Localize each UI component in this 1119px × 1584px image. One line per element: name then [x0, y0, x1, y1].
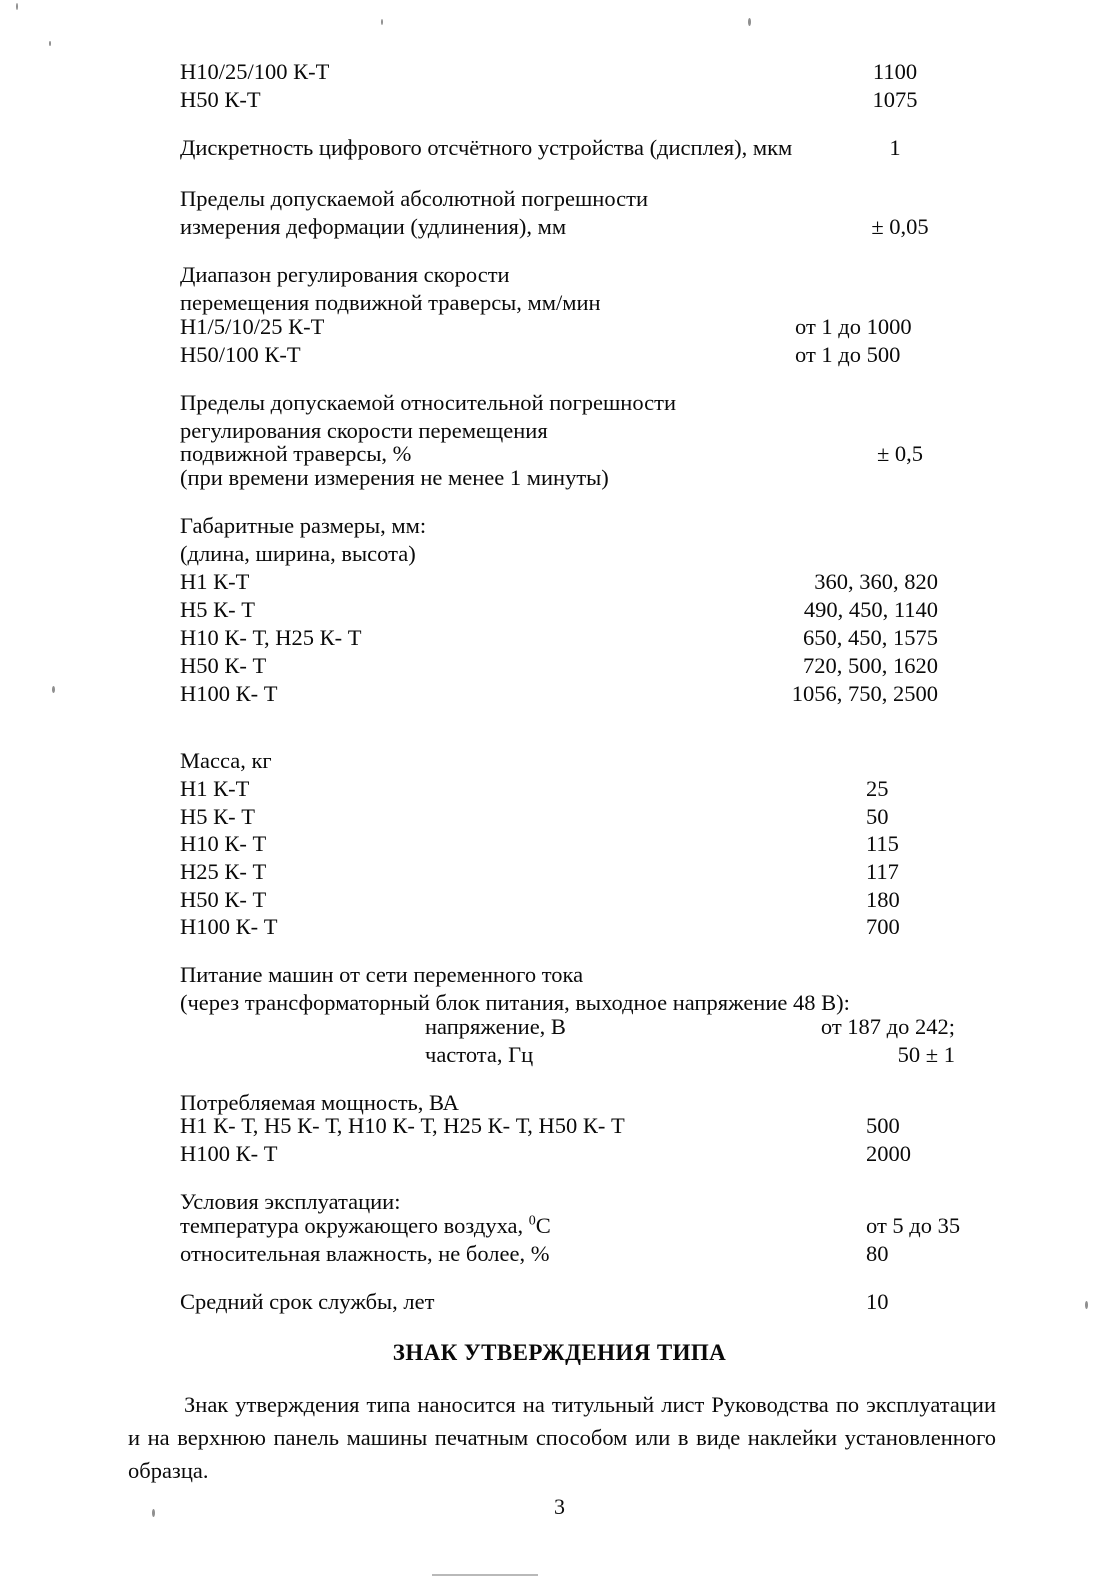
spec-row	[0, 775, 1119, 803]
spec-value: 700	[866, 914, 900, 939]
spec-row	[0, 803, 1119, 831]
spec-value: ± 0,5	[876, 441, 924, 466]
spec-label: Н10 К- Т, Н25 К- Т	[180, 625, 362, 650]
spec-value: 117	[866, 859, 899, 884]
spec-label: Н5 К- Т	[180, 804, 255, 829]
scan-speck	[16, 3, 18, 10]
spec-label: Пределы допускаемой абсолютной погрешности	[180, 186, 648, 211]
spec-row	[0, 830, 1119, 858]
spec-value: 360, 360, 820	[814, 569, 938, 594]
spec-label: Условия эксплуатации:	[180, 1189, 401, 1214]
spec-row	[0, 86, 1119, 114]
spec-label: регулирования скорости перемещения	[180, 418, 548, 443]
spec-value: от 1 до 500	[795, 342, 901, 367]
spec-row	[0, 1041, 1119, 1069]
spec-value: 490, 450, 1140	[803, 597, 938, 622]
spec-label: Н50 К- Т	[180, 887, 267, 912]
spec-label: Н10/25/100 К-Т	[180, 59, 330, 84]
spec-value: 115	[866, 831, 899, 856]
spec-row	[0, 680, 1119, 708]
spec-label: Н5 К- Т	[180, 597, 255, 622]
spec-label: (через трансформаторный блок питания, выходное напряжение 48 В):	[180, 990, 850, 1015]
spec-row	[0, 913, 1119, 941]
spec-value: 180	[866, 887, 900, 912]
spec-value: 1056, 750, 2500	[791, 681, 938, 706]
spec-row	[0, 596, 1119, 624]
spec-label: измерения деформации (удлинения), мм	[180, 214, 567, 239]
spec-label: Н10 К- Т	[180, 831, 267, 856]
spec-row	[0, 261, 1119, 289]
spec-value: от 5 до 35	[866, 1213, 961, 1238]
spec-row	[0, 58, 1119, 86]
spec-label: подвижной траверсы, %	[180, 441, 412, 466]
spec-row	[0, 1212, 1119, 1240]
spec-label: Н1/5/10/25 К-Т	[180, 314, 325, 339]
spec-label: Диапазон регулирования скорости	[180, 262, 510, 287]
scan-edge-line	[432, 1574, 538, 1576]
spec-row	[0, 464, 1119, 492]
spec-label: Н50/100 К-Т	[180, 342, 301, 367]
spec-label: Габаритные размеры, мм:	[180, 513, 427, 538]
spec-row	[0, 185, 1119, 213]
spec-row	[0, 886, 1119, 914]
spec-label: Н100 К- Т	[180, 681, 278, 706]
spec-row	[0, 1013, 1119, 1041]
spec-label: Н100 К- Т	[180, 914, 278, 939]
scan-speck	[49, 41, 51, 46]
spec-label: Н100 К- Т	[180, 1141, 278, 1166]
spec-row	[0, 624, 1119, 652]
spec-row	[0, 858, 1119, 886]
spec-value: 500	[866, 1113, 900, 1138]
spec-label: Н1 К- Т, Н5 К- Т, Н10 К- Т, Н25 К- Т, Н50 К- Т	[180, 1113, 625, 1138]
spec-label: перемещения подвижной траверсы, мм/мин	[180, 290, 601, 315]
degree-superscript: 0	[528, 1213, 536, 1229]
spec-row	[0, 1140, 1119, 1168]
spec-row	[0, 568, 1119, 596]
spec-row	[0, 213, 1119, 241]
spec-label: Н50 К-Т	[180, 87, 261, 112]
spec-label: Масса, кг	[180, 748, 272, 773]
spec-label: Н50 К- Т	[180, 653, 267, 678]
spec-label: (при времени измерения не менее 1 минуты)	[180, 465, 609, 490]
spec-value: от 1 до 1000	[795, 314, 912, 339]
spec-row	[0, 134, 1119, 162]
spec-label: Пределы допускаемой относительной погрешности	[180, 390, 677, 415]
spec-label: напряжение, В	[425, 1014, 566, 1039]
spec-label: Н25 К- Т	[180, 859, 267, 884]
spec-row	[0, 540, 1119, 568]
spec-label: Дискретность цифрового отсчётного устройства (дисплея), мкм	[180, 135, 793, 160]
spec-row	[0, 961, 1119, 989]
spec-value: 50	[866, 804, 889, 829]
spec-value: ± 0,05	[871, 214, 929, 239]
spec-value: 50 ± 1	[897, 1042, 955, 1067]
scan-speck	[381, 19, 383, 25]
spec-value: от 187 до 242;	[820, 1014, 955, 1039]
spec-value: 25	[866, 776, 889, 801]
spec-row	[0, 1240, 1119, 1268]
spec-label: Н1 К-Т	[180, 569, 250, 594]
body-paragraph: Знак утверждения типа наносится на титульный лист Руководства по эксплуатации и на верхнюю панель машины печатным способом или в виде наклейки установленного образца.	[128, 1392, 996, 1483]
spec-value: 10	[866, 1289, 889, 1314]
spec-label: температура окружающего воздуха, $^0$С	[180, 1213, 551, 1238]
scan-speck	[748, 18, 751, 26]
spec-value: 1	[889, 135, 901, 160]
spec-label: относительная влажность, не более, %	[180, 1241, 550, 1266]
section-heading: ЗНАК УТВЕРЖДЕНИЯ ТИПА	[392, 1340, 727, 1365]
spec-row	[0, 313, 1119, 341]
page-number: 3	[554, 1494, 565, 1519]
spec-row	[0, 341, 1119, 369]
spec-row	[0, 747, 1119, 775]
spec-value: 1075	[872, 87, 918, 112]
spec-value: 720, 500, 1620	[803, 653, 938, 678]
spec-row	[0, 512, 1119, 540]
spec-value: 2000	[866, 1141, 911, 1166]
spec-label: Потребляемая мощность, ВА	[180, 1090, 459, 1115]
spec-label: Питание машин от сети переменного тока	[180, 962, 584, 987]
spec-value: 80	[866, 1241, 889, 1266]
spec-row	[0, 1288, 1119, 1316]
unit-suffix: С	[535, 1213, 551, 1238]
spec-label: (длина, ширина, высота)	[180, 541, 416, 566]
spec-value: 1100	[872, 59, 918, 84]
spec-row	[0, 652, 1119, 680]
spec-label: частота, Гц	[425, 1042, 534, 1067]
spec-row	[0, 1112, 1119, 1140]
spec-label: Средний срок службы, лет	[180, 1289, 435, 1314]
spec-label: Н1 К-Т	[180, 776, 250, 801]
spec-value: 650, 450, 1575	[803, 625, 938, 650]
spec-row	[0, 389, 1119, 417]
